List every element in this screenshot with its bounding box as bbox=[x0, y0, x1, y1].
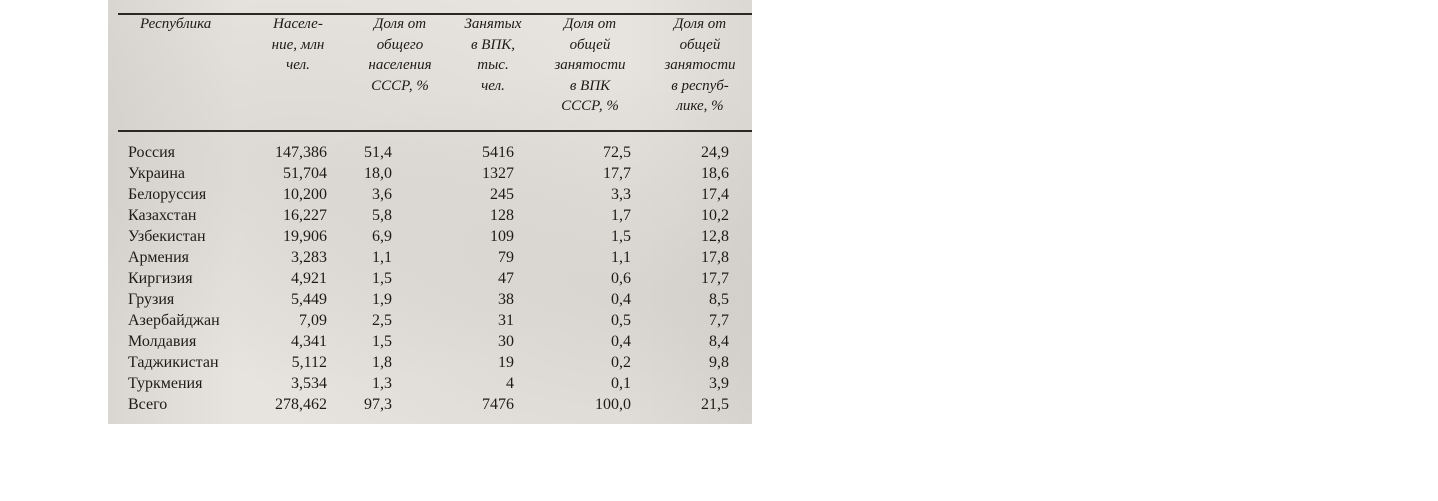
vpk-share-cell: 1,1 bbox=[611, 249, 631, 266]
population-cell: 10,200 bbox=[283, 186, 327, 203]
table-row bbox=[108, 331, 752, 352]
population-share-cell: 51,4 bbox=[364, 144, 392, 161]
republic-cell: Азербайджан bbox=[128, 312, 220, 329]
population-share-cell: 6,9 bbox=[372, 228, 392, 245]
vpk-share-cell: 17,7 bbox=[603, 165, 631, 182]
header-republic: Республика bbox=[140, 16, 212, 32]
header-vpk-share-ussr: Доля от общей занятости в ВПК СССР, % bbox=[554, 16, 626, 114]
republic-employment-share-cell: 10,2 bbox=[701, 207, 729, 224]
vpk-share-cell: 100,0 bbox=[595, 396, 631, 413]
population-cell: 5,112 bbox=[291, 354, 327, 371]
population-cell: 147,386 bbox=[275, 144, 327, 161]
vpk-employed-cell: 4 bbox=[506, 375, 514, 392]
table-row bbox=[108, 142, 752, 163]
table-row bbox=[108, 352, 752, 373]
vpk-employed-cell: 109 bbox=[490, 228, 514, 245]
table-row bbox=[108, 226, 752, 247]
population-cell: 7,09 bbox=[299, 312, 327, 329]
population-cell: 3,283 bbox=[291, 249, 327, 266]
header-employment-share-republic: Доля от общей занятости в респуб- лике, % bbox=[664, 16, 736, 114]
population-share-cell: 1,8 bbox=[372, 354, 392, 371]
republic-employment-share-cell: 24,9 bbox=[701, 144, 729, 161]
republic-cell: Грузия bbox=[128, 291, 175, 308]
vpk-share-cell: 0,1 bbox=[611, 375, 631, 392]
table-row bbox=[108, 163, 752, 184]
population-share-cell: 18,0 bbox=[364, 165, 392, 182]
vpk-share-cell: 0,4 bbox=[611, 333, 631, 350]
population-cell: 278,462 bbox=[275, 396, 327, 413]
republic-employment-share-cell: 9,8 bbox=[709, 354, 729, 371]
population-share-cell: 1,5 bbox=[372, 270, 392, 287]
republic-cell: Таджикистан bbox=[128, 354, 219, 371]
republic-cell: Россия bbox=[128, 144, 176, 161]
table-row bbox=[108, 373, 752, 394]
republic-employment-share-cell: 8,4 bbox=[709, 333, 729, 350]
vpk-share-cell: 0,5 bbox=[611, 312, 631, 329]
vpk-employed-cell: 79 bbox=[498, 249, 514, 266]
republic-cell: Молдавия bbox=[128, 333, 197, 350]
vpk-employed-cell: 7476 bbox=[482, 396, 514, 413]
population-cell: 19,906 bbox=[283, 228, 327, 245]
table-row bbox=[108, 268, 752, 289]
republic-cell: Туркмения bbox=[128, 375, 203, 392]
table-row bbox=[108, 310, 752, 331]
republic-cell: Всего bbox=[128, 396, 168, 413]
population-share-cell: 97,3 bbox=[364, 396, 392, 413]
republic-employment-share-cell: 12,8 bbox=[701, 228, 729, 245]
header-population: Населе- ние, млн чел. bbox=[271, 16, 325, 73]
republic-employment-share-cell: 17,7 bbox=[701, 270, 729, 287]
republic-cell: Белоруссия bbox=[128, 186, 207, 203]
vpk-share-cell: 3,3 bbox=[611, 186, 631, 203]
vpk-employed-cell: 128 bbox=[490, 207, 514, 224]
republic-cell: Узбекистан bbox=[128, 228, 206, 245]
population-share-cell: 3,6 bbox=[372, 186, 392, 203]
population-share-cell: 1,9 bbox=[372, 291, 392, 308]
table-row bbox=[108, 247, 752, 268]
table-row bbox=[108, 184, 752, 205]
population-share-cell: 2,5 bbox=[372, 312, 392, 329]
population-cell: 16,227 bbox=[283, 207, 327, 224]
vpk-employed-cell: 38 bbox=[498, 291, 514, 308]
vpk-employed-cell: 1327 bbox=[482, 165, 514, 182]
vpk-employed-cell: 31 bbox=[498, 312, 514, 329]
republic-cell: Казахстан bbox=[128, 207, 197, 224]
population-cell: 4,921 bbox=[291, 270, 327, 287]
vpk-share-cell: 0,2 bbox=[611, 354, 631, 371]
population-cell: 5,449 bbox=[291, 291, 327, 308]
table-row bbox=[108, 289, 752, 310]
population-share-cell: 5,8 bbox=[372, 207, 392, 224]
vpk-share-cell: 1,5 bbox=[611, 228, 631, 245]
table-row bbox=[108, 205, 752, 226]
vpk-employed-cell: 19 bbox=[498, 354, 514, 371]
vpk-share-cell: 0,6 bbox=[611, 270, 631, 287]
vpk-employed-cell: 47 bbox=[498, 270, 514, 287]
vpk-share-cell: 72,5 bbox=[603, 144, 631, 161]
table-header-rule bbox=[118, 130, 752, 132]
table-row bbox=[108, 394, 752, 415]
republic-employment-share-cell: 7,7 bbox=[709, 312, 729, 329]
population-cell: 51,704 bbox=[283, 165, 327, 182]
republic-cell: Украина bbox=[128, 165, 186, 182]
republic-cell: Киргизия bbox=[128, 270, 193, 287]
republic-employment-share-cell: 21,5 bbox=[701, 396, 729, 413]
vpk-employed-cell: 30 bbox=[498, 333, 514, 350]
vpk-employed-cell: 245 bbox=[490, 186, 514, 203]
header-vpk-employed: Занятых в ВПК, тыс. чел. bbox=[464, 16, 522, 94]
republic-employment-share-cell: 18,6 bbox=[701, 165, 729, 182]
population-share-cell: 1,1 bbox=[372, 249, 392, 266]
population-cell: 4,341 bbox=[291, 333, 327, 350]
republic-employment-share-cell: 17,8 bbox=[701, 249, 729, 266]
population-share-cell: 1,5 bbox=[372, 333, 392, 350]
vpk-share-cell: 1,7 bbox=[611, 207, 631, 224]
republic-employment-share-cell: 8,5 bbox=[709, 291, 729, 308]
header-population-share: Доля от общего населения СССР, % bbox=[368, 16, 432, 94]
population-cell: 3,534 bbox=[291, 375, 327, 392]
population-share-cell: 1,3 bbox=[372, 375, 392, 392]
vpk-share-cell: 0,4 bbox=[611, 291, 631, 308]
republic-employment-share-cell: 3,9 bbox=[709, 375, 729, 392]
vpk-employed-cell: 5416 bbox=[482, 144, 514, 161]
scanned-table-page bbox=[108, 0, 752, 424]
republic-cell: Армения bbox=[128, 249, 190, 266]
republic-employment-share-cell: 17,4 bbox=[701, 186, 729, 203]
